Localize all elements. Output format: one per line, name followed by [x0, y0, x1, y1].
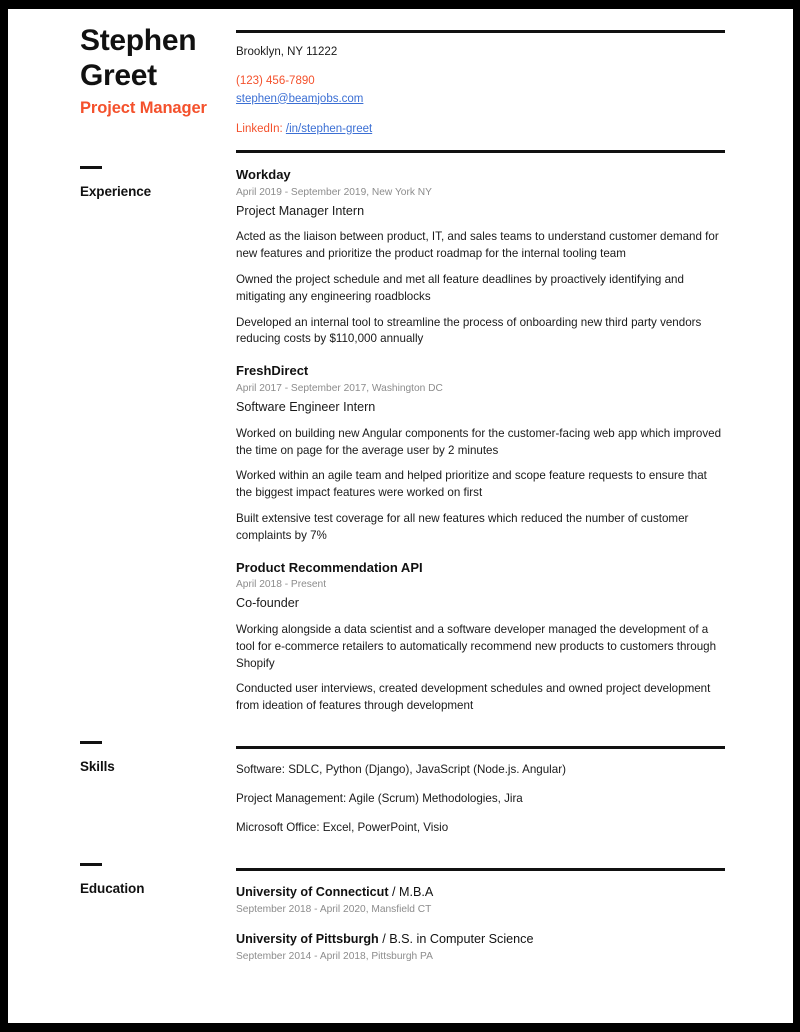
experience-bullet: Developed an internal tool to streamline the process of onboarding new third party vendors reducing costs by $110,000 annually	[236, 315, 702, 346]
experience-bullet: Conducted user interviews, created development schedules and owned project development from ideation of features through development	[236, 682, 711, 713]
resume-page	[8, 9, 793, 1023]
candidate-first-name: Stephen	[80, 24, 197, 57]
experience-content	[236, 166, 793, 715]
education-content	[236, 863, 793, 964]
education-meta: September 2018 - April 2020, Mansfield CT	[236, 904, 432, 916]
header-rule-top	[236, 30, 725, 33]
experience-meta: April 2018 - Present	[236, 579, 327, 591]
section-dash-icon	[80, 166, 102, 169]
resume-document	[8, 9, 793, 1023]
experience-bullet: Worked within an agile team and helped prioritize and scope feature requests to ensure that the biggest impact features were worked on first	[236, 469, 707, 500]
section-dash-icon	[80, 863, 102, 866]
contact-linkedin-link[interactable]: /in/stephen-greet	[285, 122, 373, 135]
experience-role: Project Manager Intern	[236, 203, 365, 218]
experience-org: Product Recommendation API	[236, 559, 423, 575]
education-school: University of Pittsburgh	[236, 931, 379, 946]
skills-content	[236, 741, 793, 836]
education-rule	[236, 868, 725, 871]
contact-group	[236, 73, 725, 108]
header-identity	[8, 23, 236, 119]
education-school: University of Connecticut	[236, 885, 389, 900]
skills-line: Project Management: Agile (Scrum) Methodologies, Jira	[236, 791, 523, 805]
experience-org: Workday	[236, 167, 291, 182]
section-label-education: Education	[80, 881, 145, 897]
contact-email-link[interactable]: stephen@beamjobs.com	[236, 92, 364, 105]
skills-line: Microsoft Office: Excel, PowerPoint, Visio	[236, 820, 449, 834]
experience-label-col	[8, 166, 236, 199]
experience-org: FreshDirect	[236, 363, 309, 379]
education-degree: / B.S. in Computer Science	[378, 931, 534, 946]
education-label-col	[8, 863, 236, 896]
resume-header	[8, 9, 793, 153]
experience-meta: April 2017 - September 2017, Washington DC	[236, 382, 443, 394]
education-meta: September 2014 - April 2018, Pittsburgh PA	[236, 950, 433, 962]
candidate-job-title: Project Manager	[80, 98, 207, 117]
experience-bullet: Worked on building new Angular components for the customer-facing web app which improved the time on page for the average user by 2 minutes	[236, 426, 722, 457]
experience-meta: April 2019 - September 2019, New York NY	[236, 186, 432, 198]
entry-spacer	[236, 545, 725, 559]
section-dash-icon	[80, 741, 102, 744]
skills-section	[8, 741, 793, 836]
experience-section	[8, 166, 793, 715]
contact-linkedin-line	[236, 121, 725, 138]
section-label-experience: Experience	[80, 184, 152, 199]
skills-label-col	[8, 741, 236, 774]
experience-bullet: Acted as the liaison between product, IT, and sales teams to understand customer demand for new features and prioritize the product roadmap for the internal tooling team	[236, 230, 719, 261]
experience-entry	[236, 166, 725, 348]
experience-bullet: Built extensive test coverage for all new features which reduced the number of customer complaints by 7%	[236, 511, 689, 542]
header-rule-bottom	[236, 150, 725, 153]
education-entry	[236, 931, 725, 964]
section-label-skills: Skills	[80, 758, 115, 774]
entry-spacer	[236, 348, 725, 362]
education-degree: / M.B.A	[388, 885, 434, 900]
experience-bullet: Working alongside a data scientist and a software developer managed the development of a tool for e-commerce retailers to automatically recommend new products to customers through Shopify	[236, 622, 717, 670]
skills-line: Software: SDLC, Python (Django), JavaScript (Node.js. Angular)	[236, 762, 566, 776]
education-school-line	[236, 931, 725, 948]
contact-block	[236, 23, 793, 153]
education-section	[8, 863, 793, 964]
contact-address: Brooklyn, NY 11222	[236, 46, 338, 58]
experience-role: Software Engineer Intern	[236, 400, 376, 415]
contact-phone: (123) 456-7890	[236, 75, 315, 88]
contact-email-line	[236, 91, 725, 108]
education-entry	[236, 884, 725, 917]
education-school-line	[236, 884, 725, 901]
linkedin-label: LinkedIn:	[236, 122, 286, 135]
candidate-last-name: Greet	[80, 59, 157, 93]
experience-bullet: Owned the project schedule and met all feature deadlines by proactively identifying and mitigating any engineering roadblocks	[236, 273, 684, 303]
experience-entry	[236, 362, 725, 544]
skills-rule	[236, 746, 725, 749]
experience-role: Co-founder	[236, 596, 300, 611]
experience-entry	[236, 559, 725, 715]
